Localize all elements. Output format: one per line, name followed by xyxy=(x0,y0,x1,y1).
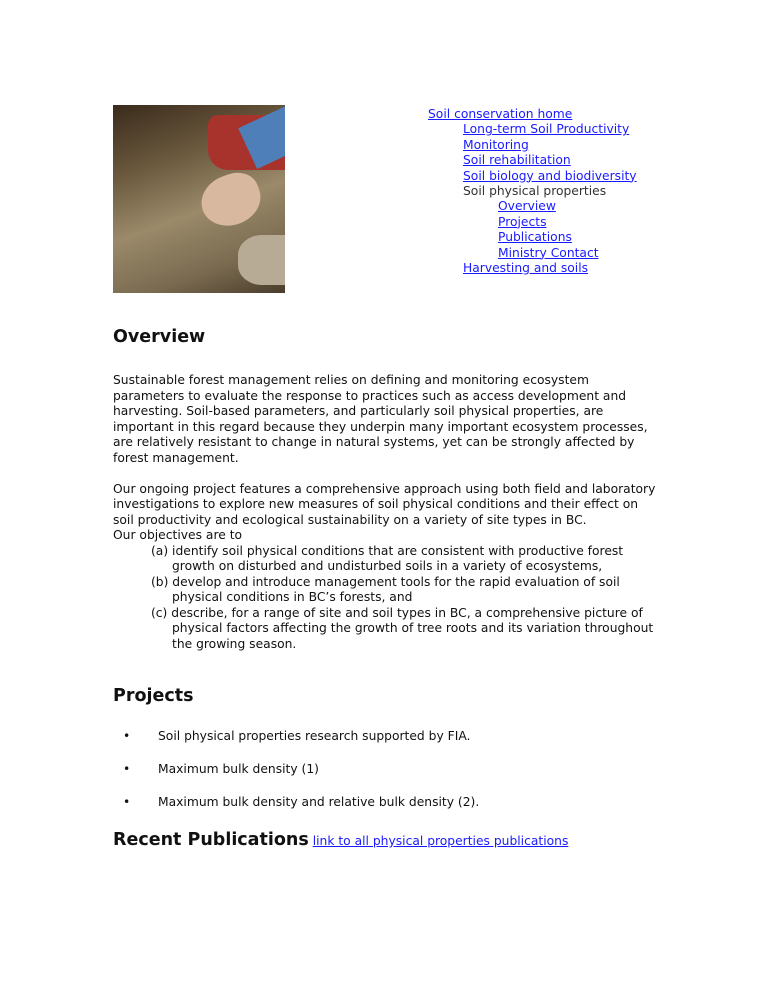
side-navigation xyxy=(428,107,637,276)
objective-b: (b) develop and introduce management tools for the rapid evaluation of soil physical conditions in BC’s forests, and xyxy=(151,574,620,604)
objective-c: (c) describe, for a range of site and soil types in BC, a comprehensive picture of physical factors affecting the growth of tree roots and its variation throughout the growing season. xyxy=(151,605,654,651)
overview-paragraph-2: Our ongoing project features a comprehensive approach using both field and laboratory investigations to explore new measures of soil physical conditions and their effect on soil productivity and ecological sustainability on a variety of site types in BC. xyxy=(113,481,656,527)
nav-harvesting-and-soils[interactable]: Harvesting and soils xyxy=(463,260,589,275)
publications-heading: Recent Publications xyxy=(113,830,309,850)
nav-overview[interactable]: Overview xyxy=(498,199,556,214)
nav-long-term-soil-productivity[interactable]: Long-term Soil Productivity xyxy=(463,122,630,137)
projects-heading: Projects xyxy=(113,686,194,706)
nav-soil-biology[interactable]: Soil biology and biodiversity xyxy=(463,168,637,183)
objective-a: (a) identify soil physical conditions that are consistent with productive forest growth on disturbed and undisturbed soils in a variety of ecosystems, xyxy=(151,543,624,573)
publications-header xyxy=(113,830,569,850)
overview-paragraph-1: Sustainable forest management relies on defining and monitoring ecosystem parameters to evaluate the response to practices such as access development and harvesting. Soil-based parameters, and particularly soil physical properties, are important in this regard because they underpin many important ecosystem processes, are relatively resistant to change in natural systems, yet can be strongly affected by forest management. xyxy=(113,373,648,465)
projects-list xyxy=(113,729,658,828)
objectives-intro: Our objectives are to xyxy=(113,528,243,542)
nav-monitoring[interactable]: Monitoring xyxy=(463,137,529,152)
soil-photo xyxy=(113,105,285,293)
nav-soil-rehabilitation[interactable]: Soil rehabilitation xyxy=(463,153,571,168)
project-item: • Maximum bulk density (1) xyxy=(113,762,658,777)
project-item: • Soil physical properties research supported by FIA. xyxy=(113,729,658,744)
overview-heading: Overview xyxy=(113,327,206,347)
nav-current-soil-physical-properties: Soil physical properties xyxy=(463,183,607,198)
overview-section xyxy=(113,373,658,652)
project-item: • Maximum bulk density and relative bulk density (2). xyxy=(113,795,658,810)
nav-projects[interactable]: Projects xyxy=(498,214,547,229)
nav-publications[interactable]: Publications xyxy=(498,230,572,245)
all-publications-link[interactable]: link to all physical properties publications xyxy=(312,834,569,848)
nav-ministry-contact[interactable]: Ministry Contact xyxy=(498,245,599,260)
nav-soil-conservation-home[interactable]: Soil conservation home xyxy=(428,107,573,121)
